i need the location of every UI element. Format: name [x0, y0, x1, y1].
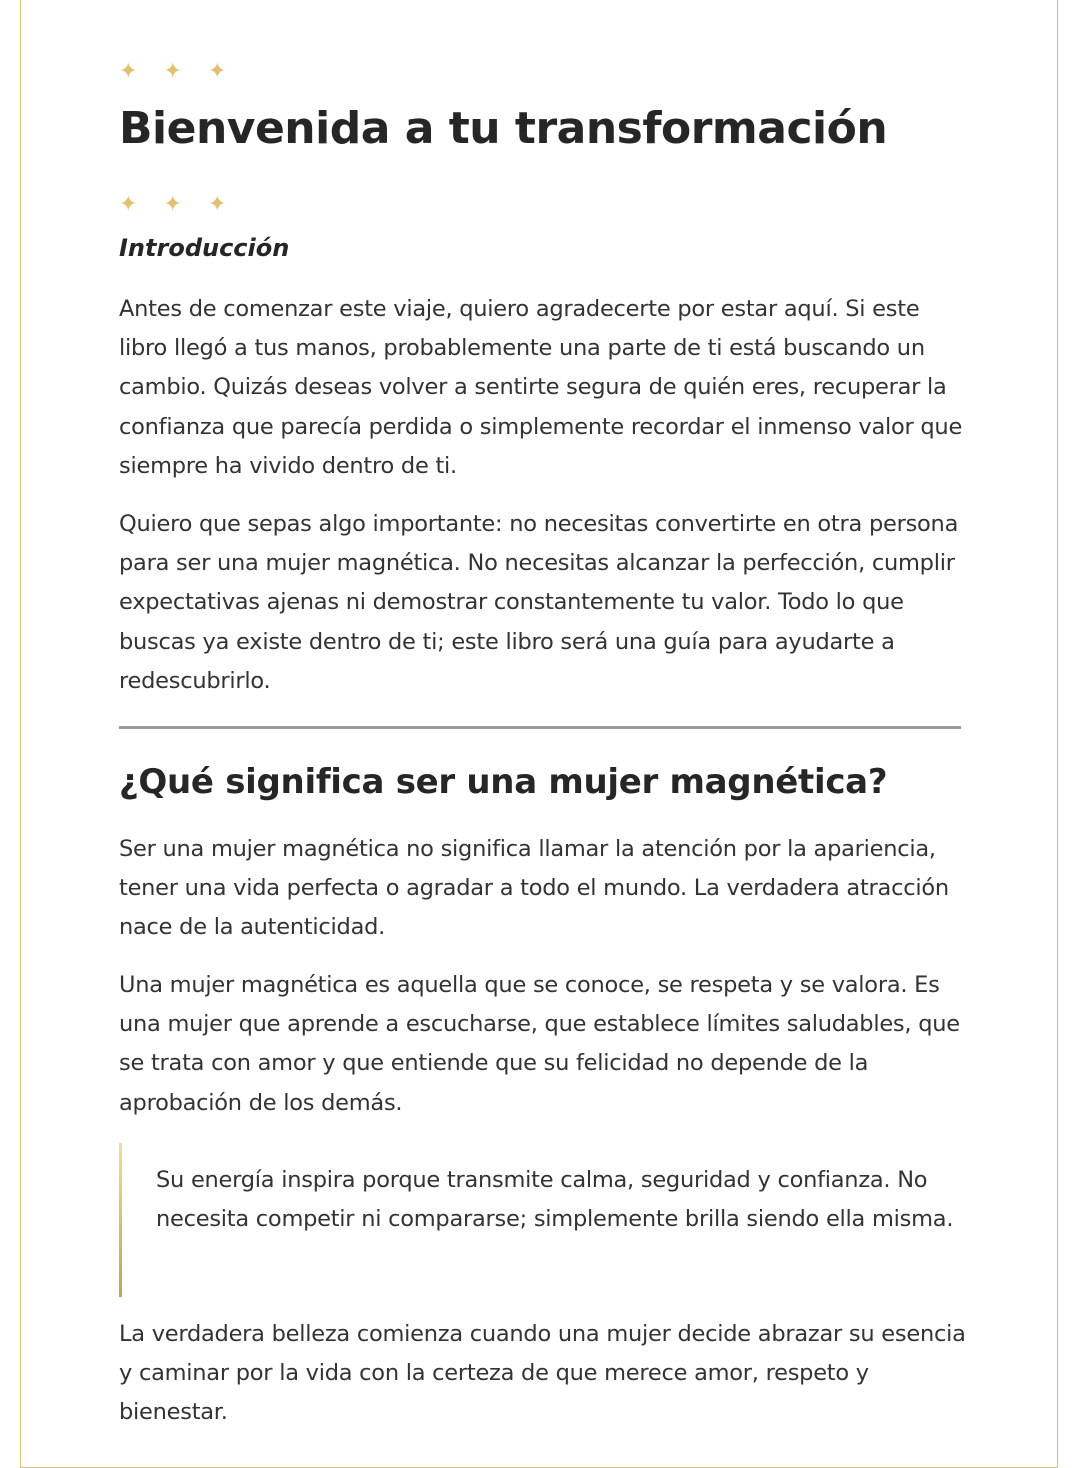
sparkle-icon: ✦: [119, 59, 138, 84]
quote-text: Su energía inspira porque transmite calma, seguridad y confianza. No necesita competir ni compararse; simplemente brilla siendo ella misma.: [156, 1167, 954, 1233]
intro-paragraph-2: Quiero que sepas algo importante: no necesitas convertirte en otra persona para ser una mujer magnética. No necesitas alcanzar la perfección, cumplir expectativas ajenas ni demostrar constantemente tu valor. Todo lo que buscas ya existe dentro de ti; este libro será una guía para ayudarte a redescubrirlo.: [119, 511, 959, 694]
intro-paragraph-1: Antes de comenzar este viaje, quiero agradecerte por estar aquí. Si este libro llegó a tus manos, probablemente una parte de ti está buscando un cambio. Quizás deseas volver a sentirte segura de quién eres, recuperar la confianza que parecía perdida o simplemente recordar el inmenso valor que siempre ha vivido dentro de ti.: [119, 296, 963, 479]
page-title: Bienvenida a tu transformación: [119, 103, 888, 154]
sparkle-icon: ✦: [163, 59, 182, 84]
intro-subtitle: Introducción: [119, 234, 290, 262]
ornament-top: [119, 61, 253, 83]
sparkle-icon: ✦: [163, 192, 182, 217]
sparkle-icon: ✦: [208, 59, 227, 84]
sparkle-icon: ✦: [119, 192, 138, 217]
blockquote: [119, 1143, 961, 1297]
quote-accent-bar: [119, 1143, 122, 1297]
section-divider: [119, 726, 961, 729]
section-title: ¿Qué significa ser una mujer magnética?: [119, 762, 888, 802]
section-paragraph-3: La verdadera belleza comienza cuando una mujer decide abrazar su esencia y caminar por la vida con la certeza de que merece amor, respeto y bienestar.: [119, 1321, 966, 1426]
ornament-bottom: [119, 194, 253, 216]
section-paragraph-2: Una mujer magnética es aquella que se conoce, se respeta y se valora. Es una mujer que aprende a escucharse, que establece límites saludables, que se trata con amor y que entiende que su felicidad no depende de la aprobación de los demás.: [119, 972, 960, 1116]
section-paragraph-1: Ser una mujer magnética no significa llamar la atención por la apariencia, tener una vida perfecta o agradar a todo el mundo. La verdadera atracción nace de la autenticidad.: [119, 836, 949, 941]
sparkle-icon: ✦: [208, 192, 227, 217]
